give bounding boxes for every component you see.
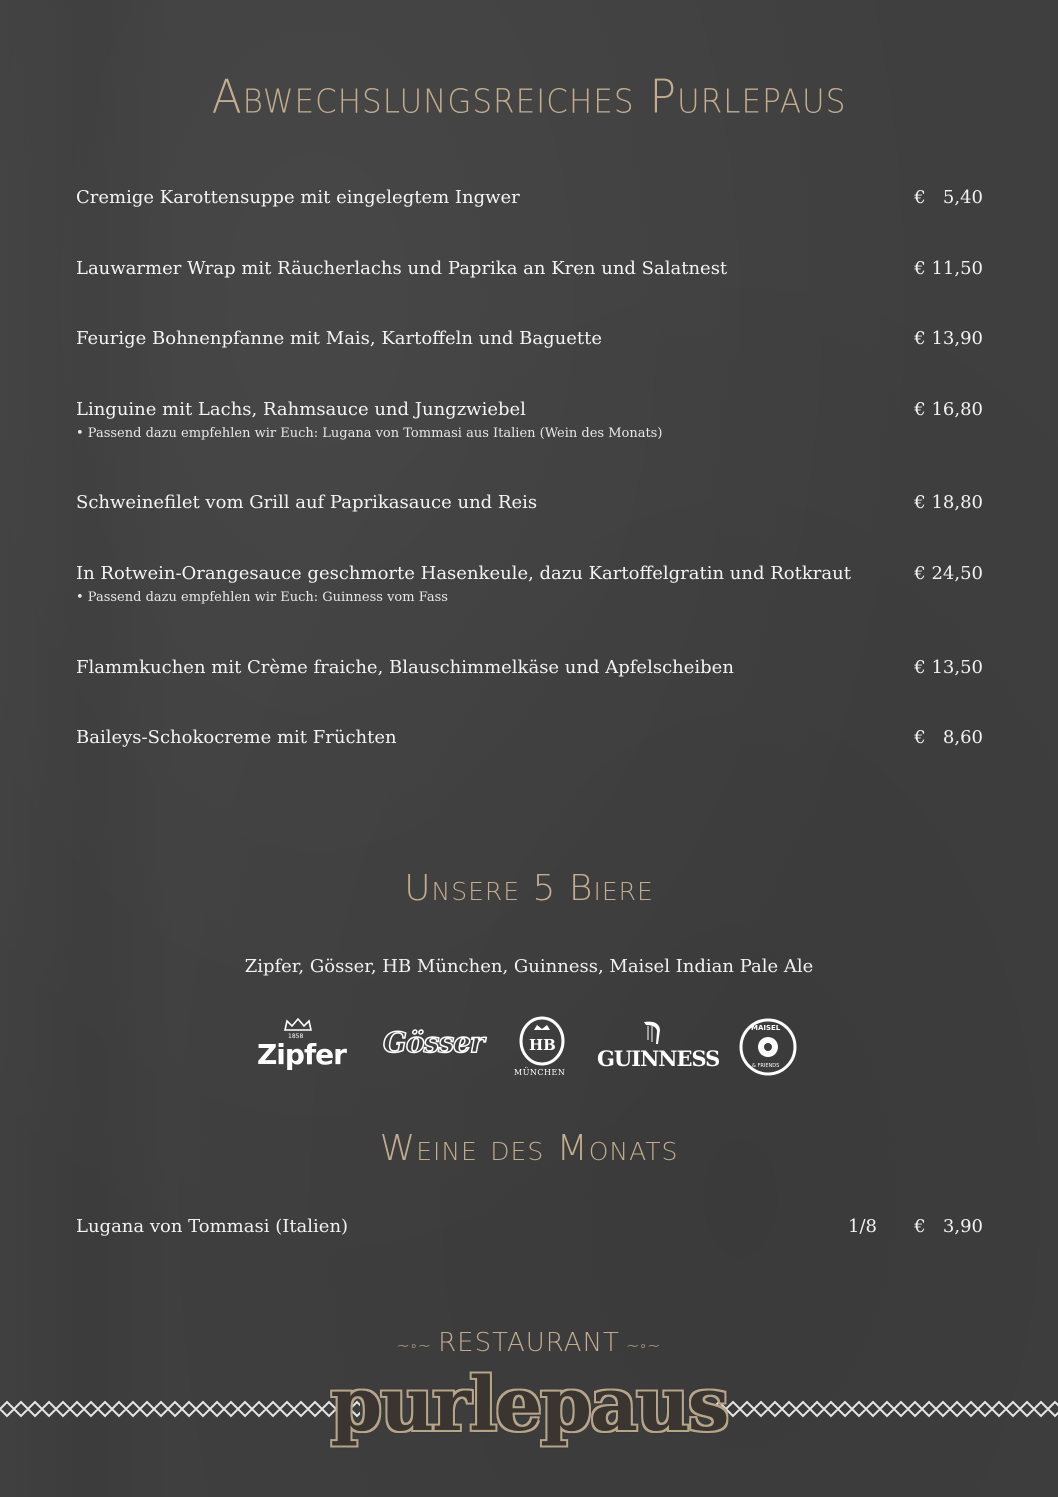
guinness-logo	[595, 1020, 720, 1076]
menu-item-recommendation: • Passend dazu empfehlen wir Euch: Guinness vom Fass	[76, 590, 448, 605]
menu-item-name: Cremige Karottensuppe mit eingelegtem Ingwer	[76, 187, 520, 208]
wine-quantity: 1/8	[848, 1216, 877, 1237]
menu-item-name: Schweinefilet vom Grill auf Paprikasauce und Reis	[76, 492, 538, 513]
wine-item	[76, 1216, 983, 1237]
goesser-logo	[383, 1026, 483, 1066]
menu-item	[76, 258, 983, 279]
menu-item-name: In Rotwein-Orangesauce geschmorte Hasenkeule, dazu Kartoffelgratin und Rotkraut	[76, 563, 851, 584]
beers-heading: Unsere 5 Biere	[404, 868, 654, 909]
menu-item-recommendation: • Passend dazu empfehlen wir Euch: Lugana von Tommasi aus Italien (Wein des Monats)	[76, 426, 663, 441]
wines-heading: Weine des Monats	[379, 1128, 679, 1169]
hb-city: MÜNCHEN	[514, 1068, 566, 1077]
menu-item-name: Flammkuchen mit Crème fraiche, Blauschimmelkäse und Apfelscheiben	[76, 657, 734, 678]
maisel-logo	[739, 1018, 799, 1078]
menu-item	[76, 563, 983, 605]
restaurant-label	[0, 1328, 1058, 1358]
menu-item	[76, 187, 983, 208]
menu-item-name: Baileys-Schokocreme mit Früchten	[76, 727, 397, 748]
goesser-wordmark: Gösser	[383, 1026, 484, 1059]
menu-item-price: € 16,80	[914, 399, 983, 420]
menu-item	[76, 399, 983, 441]
beer-logos	[255, 1016, 805, 1086]
wine-name: Lugana von Tommasi (Italien)	[76, 1216, 349, 1237]
maisel-subtitle: & FRIENDS	[752, 1063, 780, 1069]
menu-item-price: € 13,90	[914, 328, 983, 349]
zipfer-year: 1858	[288, 1033, 304, 1040]
restaurant-label-text: RESTAURANT	[438, 1328, 620, 1358]
hb-wordmark: HB	[529, 1036, 556, 1054]
menu-item	[76, 492, 983, 513]
menu-item-price: € 8,60	[914, 727, 983, 748]
harp-icon	[641, 1020, 663, 1046]
menu-item-name: Feurige Bohnenpfanne mit Mais, Kartoffeln und Baguette	[76, 328, 602, 349]
menu-item-price: € 18,80	[914, 492, 983, 513]
menu-item-price: € 24,50	[914, 563, 983, 584]
maisel-wordmark: MAISEL	[751, 1024, 781, 1032]
page-title: Abwechslungsreiches Purlepaus	[211, 70, 847, 125]
ornament-left-icon: ~◦~	[396, 1336, 439, 1355]
menu-item	[76, 657, 983, 678]
zipfer-logo	[255, 1018, 355, 1074]
wine-price: € 3,90	[914, 1216, 983, 1237]
menu-item-price: € 5,40	[914, 187, 983, 208]
menu-item-price: € 13,50	[914, 657, 983, 678]
guinness-wordmark: GUINNESS	[597, 1046, 720, 1071]
beer-list: Zipfer, Gösser, HB München, Guinness, Maisel Indian Pale Ale	[244, 956, 814, 977]
menu-item-name: Linguine mit Lachs, Rahmsauce und Jungzwiebel	[76, 399, 526, 420]
menu-item-price: € 11,50	[914, 258, 983, 279]
zipfer-wordmark: Zipfer	[257, 1038, 346, 1071]
menu-item	[76, 727, 983, 748]
ornament-right-icon: ~◦~	[619, 1336, 662, 1355]
brand-logo: purlepaus	[330, 1362, 728, 1448]
hb-logo	[513, 1016, 571, 1080]
menu-item-name: Lauwarmer Wrap mit Räucherlachs und Paprika an Kren und Salatnest	[76, 258, 728, 279]
menu-item	[76, 328, 983, 349]
crown-icon	[283, 1018, 313, 1032]
